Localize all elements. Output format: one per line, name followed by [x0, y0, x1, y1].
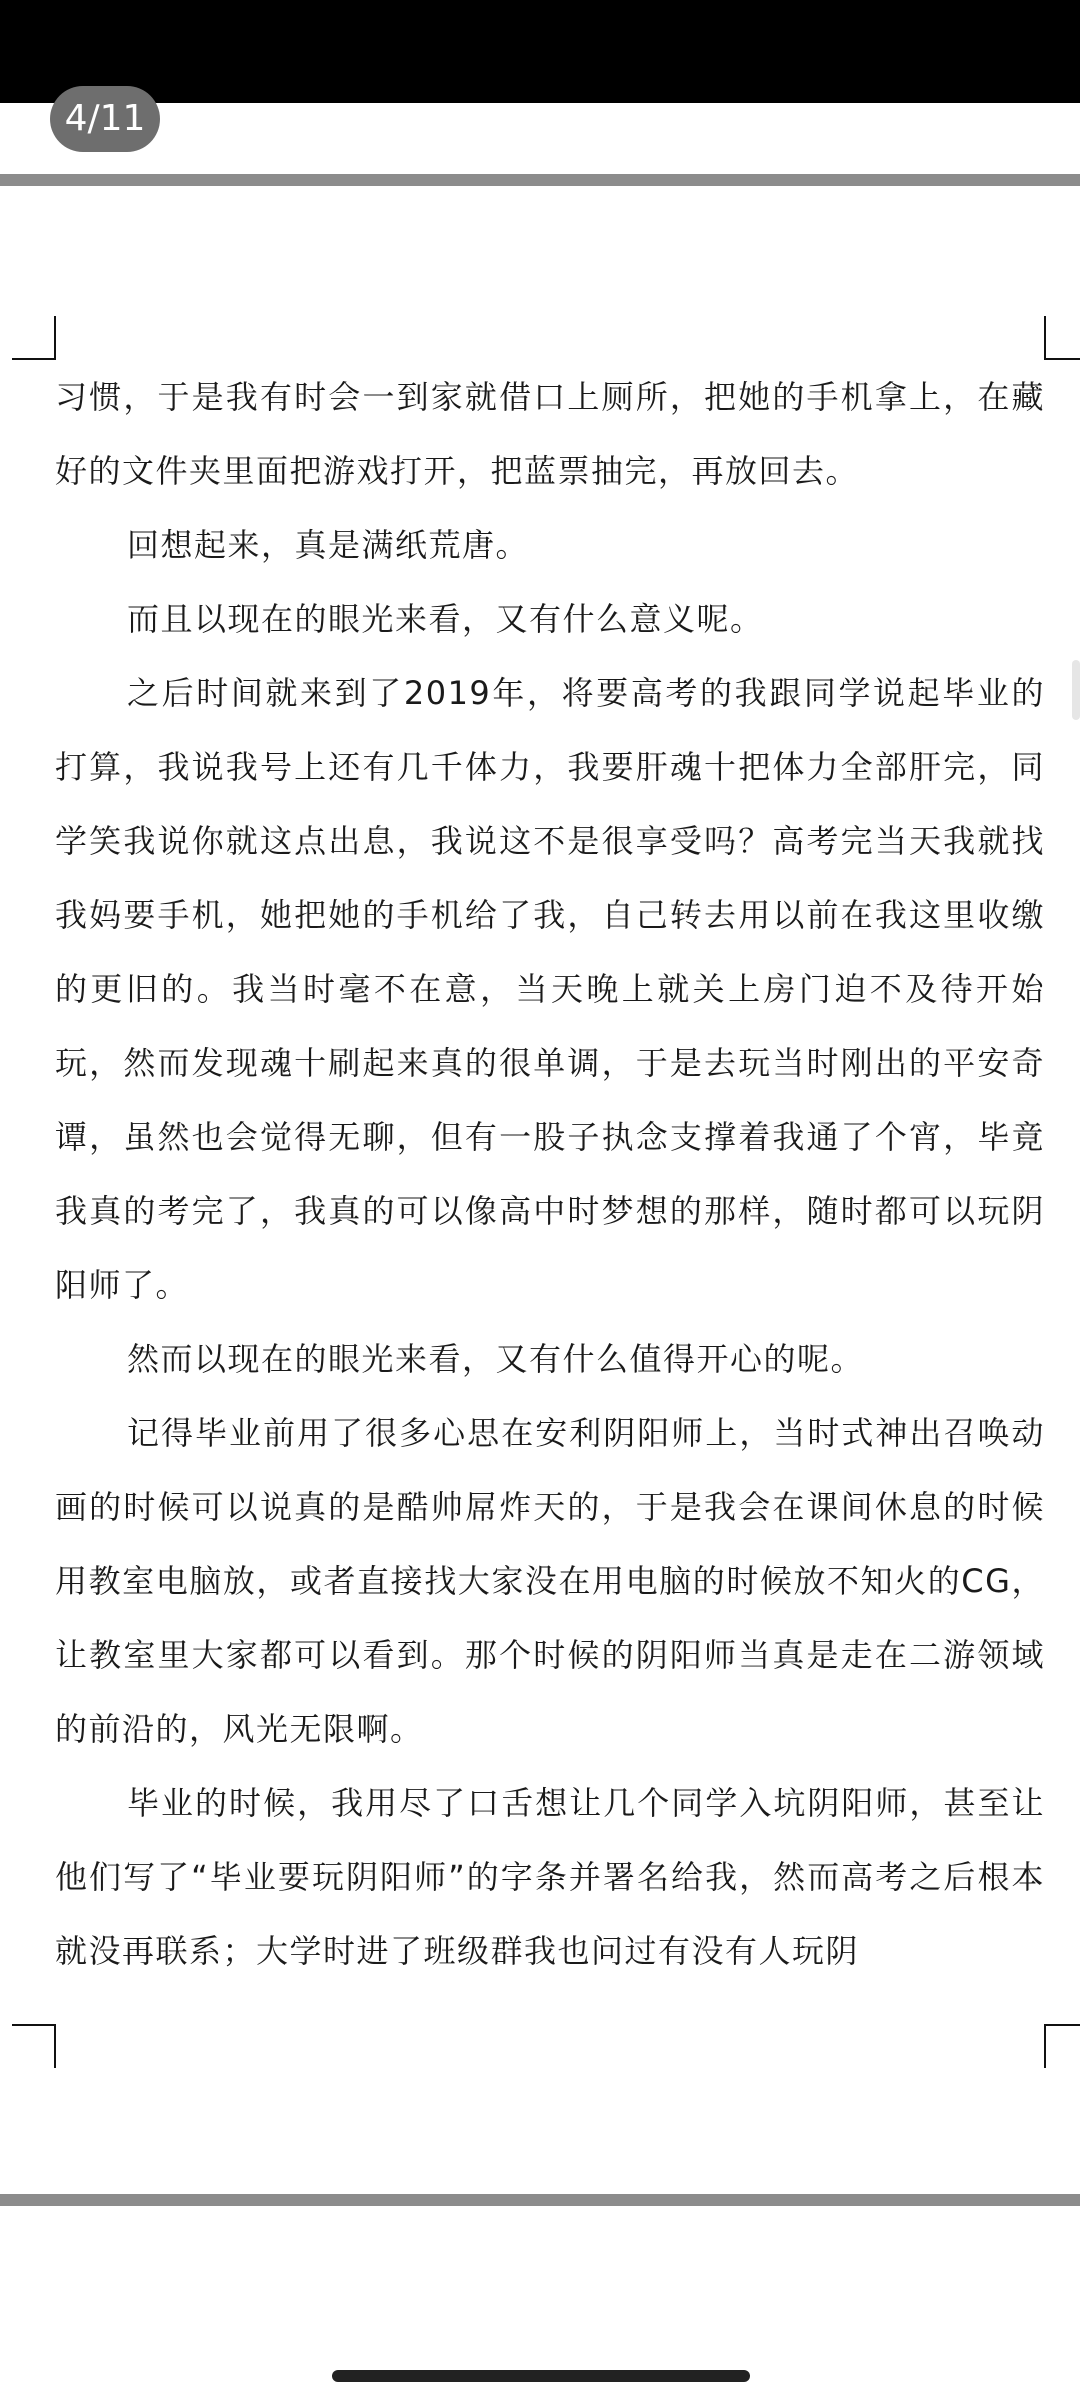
- page-separator-top: [0, 174, 1080, 186]
- crop-mark-bottom-right: [1044, 2024, 1080, 2068]
- paragraph: 记得毕业前用了很多心思在安利阴阳师上，当时式神出召唤动画的时候可以说真的是酷帅屌炸天的，于是我会在课间休息的时候用教室电脑放，或者直接找大家没在用电脑的时候放不知火的CG，让教室里大家都可以看到。那个时候的阴阳师当真是走在二游领域的前沿的，风光无限啊。: [55, 1414, 1045, 1748]
- crop-mark-top-right: [1044, 316, 1080, 360]
- home-indicator-bar[interactable]: [332, 2370, 750, 2382]
- paragraph: 回想起来，真是满纸荒唐。: [127, 526, 530, 564]
- crop-mark-top-left: [12, 316, 56, 360]
- page-indicator-badge: 4/11: [50, 86, 160, 152]
- paragraph: 习惯，于是我有时会一到家就借口上厕所，把她的手机拿上，在藏好的文件夹里面把游戏打开，把蓝票抽完，再放回去。: [55, 378, 1045, 490]
- paragraph: 之后时间就来到了2019年，将要高考的我跟同学说起毕业的打算，我说我号上还有几千体力，我要肝魂十把体力全部肝完，同学笑我说你就这点出息，我说这不是很享受吗？高考完当天我就找我妈要手机，她把她的手机给了我，自己转去用以前在我这里收缴的更旧的。我当时毫不在意，当天晚上就关上房门迫不及待开始玩，然而发现魂十刷起来真的很单调，于是去玩当时刚出的平安奇谭，虽然也会觉得无聊，但有一股子执念支撑着我通了个宵，毕竟我真的考完了，我真的可以像高中时梦想的那样，随时都可以玩阴阳师了。: [55, 674, 1045, 1304]
- paragraph: 然而以现在的眼光来看，又有什么值得开心的呢。: [127, 1340, 865, 1378]
- paragraph: 而且以现在的眼光来看，又有什么意义呢。: [127, 600, 764, 638]
- crop-mark-bottom-left: [12, 2024, 56, 2068]
- status-bar: [0, 0, 1080, 103]
- document-body: [55, 360, 1045, 1988]
- page-separator-bottom: [0, 2194, 1080, 2206]
- paragraph: 毕业的时候，我用尽了口舌想让几个同学入坑阴阳师，甚至让他们写了“毕业要玩阴阳师”的字条并署名给我，然而高考之后根本就没再联系；大学时进了班级群我也问过有没有人玩阴: [55, 1784, 1045, 1970]
- scrollbar-thumb[interactable]: [1072, 660, 1080, 720]
